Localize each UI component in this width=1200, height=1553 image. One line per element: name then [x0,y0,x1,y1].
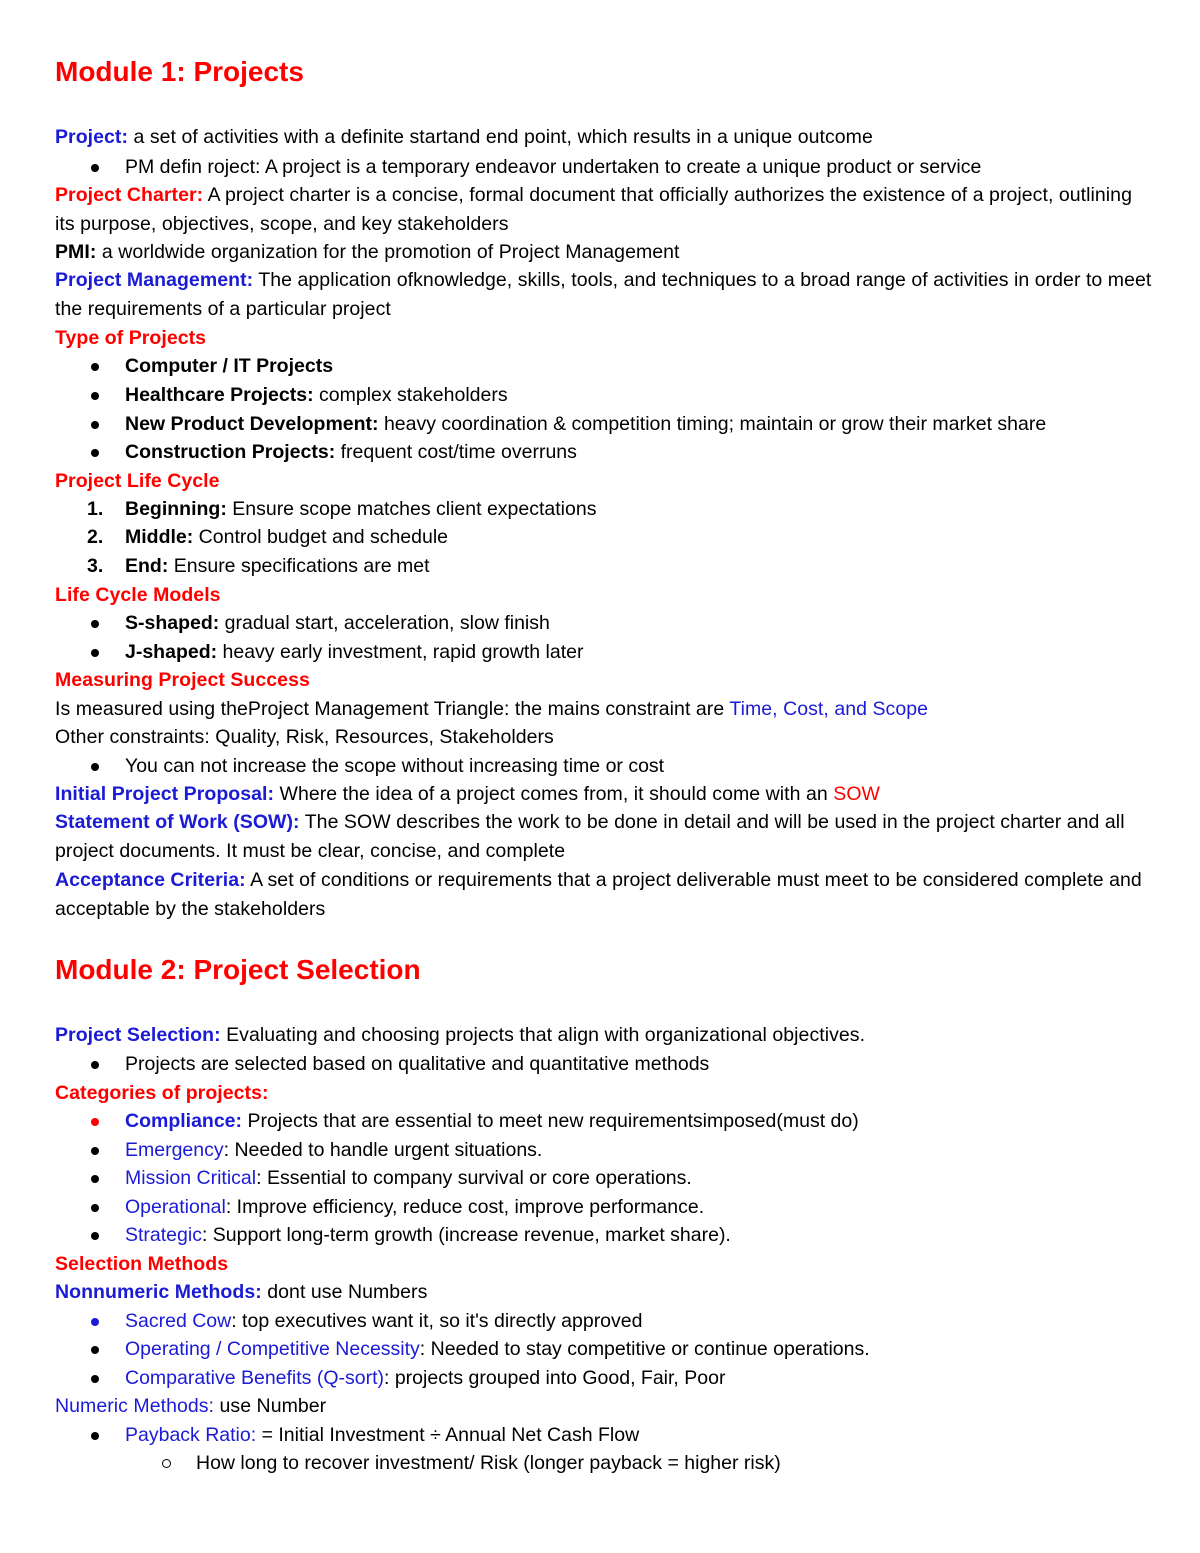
selection-def: Evaluating and choosing projects that align with organizational objectives. [220,1024,866,1046]
list-item [125,153,981,182]
bullet-icon [91,1318,99,1326]
list-item [125,1164,692,1193]
numeric-def: use Number [214,1395,327,1417]
list-item-term: J-shaped: [125,641,218,663]
charter-definition [55,181,1155,239]
list-item-text: : Needed to stay competitive or continue operations. [419,1338,870,1360]
success-highlight: Time, Cost, and Scope [729,698,929,720]
bullet-icon [91,1147,99,1155]
list-item-term: S-shaped: [125,612,220,634]
list-item-text: Projects are selected based on qualitative and quantitative methods [125,1053,710,1075]
success-line [55,695,928,724]
list-item-term: Beginning: [125,498,227,520]
list-item-term: Operational [125,1196,226,1218]
list-item-text: How long to recover investment/ Risk (longer payback = higher risk) [196,1452,781,1474]
types-heading: Type of Projects [55,327,207,349]
list-item [87,552,430,581]
list-number: 3. [87,555,104,577]
selection-term: Project Selection: [55,1024,221,1046]
bullet-icon [91,449,99,457]
lifecycle-heading: Project Life Cycle [55,470,220,492]
bullet-icon [91,1432,99,1440]
numeric-term: Numeric Methods: [55,1395,215,1417]
list-item-term: Operating / Competitive Necessity [125,1338,420,1360]
list-item-text: You can not increase the scope without increasing time or cost [125,755,665,777]
module2-title: Module 2: Project Selection [55,954,421,985]
list-item [125,1307,642,1336]
list-item-text: Ensure specifications are met [168,555,430,577]
list-number: 2. [87,526,104,548]
pmi-def: a worldwide organization for the promotion of Project Management [96,241,680,263]
module1-title: Module 1: Projects [55,56,304,87]
bullet-icon [91,363,99,371]
list-number: 1. [87,498,104,520]
list-item-term: Construction Projects: [125,441,336,463]
categories-heading: Categories of projects: [55,1082,269,1104]
list-item-text: heavy coordination & competition timing; maintain or grow their market share [378,413,1047,435]
pm-def: The application ofknowledge, skills, tools, and techniques to a broad range of activities in order to meet the requirements of a particular project [55,269,1152,320]
project-term: Project: [55,126,129,148]
nonnumeric-def: dont use Numbers [261,1281,428,1303]
circle-bullet-icon [162,1459,171,1468]
bullet-icon [91,1204,99,1212]
list-item-term: Computer / IT Projects [125,355,334,377]
bullet-icon [91,1346,99,1354]
bullet-icon [91,1375,99,1383]
bullet-icon [91,164,99,172]
list-item [87,495,597,524]
methods-heading: Selection Methods [55,1253,229,1275]
sow-definition [55,808,1155,866]
list-item-text: : Improve efficiency, reduce cost, improve performance. [225,1196,705,1218]
nonnumeric-definition [55,1278,427,1307]
acceptance-def: A set of conditions or requirements that a project deliverable must meet to be considered complete and acceptable by the stakeholders [55,869,1142,920]
list-item [125,1136,542,1165]
list-item-term: Middle: [125,526,194,548]
list-item-text: = Initial Investment ÷ Annual Net Cash Flow [256,1424,640,1446]
models-heading: Life Cycle Models [55,584,221,606]
list-item [125,352,333,381]
list-item-text: gradual start, acceleration, slow finish [219,612,550,634]
list-item-text: : Essential to company survival or core operations. [256,1167,692,1189]
list-item-text: : projects grouped into Good, Fair, Poor [384,1367,726,1389]
bullet-icon [91,1175,99,1183]
list-item-text: : Needed to handle urgent situations. [223,1139,543,1161]
list-item-text: complex stakeholders [313,384,508,406]
list-item [87,523,449,552]
list-item-text: : Support long-term growth (increase revenue, market share). [201,1224,731,1246]
list-item [125,1364,725,1393]
bullet-icon [91,620,99,628]
list-item-text: PM defin roject: A project is a temporary endeavor undertaken to create a unique product or service [125,156,982,178]
list-item [125,381,508,410]
list-item [125,438,577,467]
selection-definition [55,1021,865,1050]
proposal-definition [55,780,880,809]
project-def: a set of activities with a definite startand end point, which results in a unique outcome [128,126,873,148]
bullet-icon [91,1232,99,1240]
list-item [125,410,1046,439]
list-item [125,1050,709,1079]
list-item-text: heavy early investment, rapid growth later [217,641,584,663]
numeric-definition [55,1392,326,1421]
list-item [125,1107,859,1136]
charter-term: Project Charter: [55,184,204,206]
list-item-text: Control budget and schedule [193,526,449,548]
list-item [125,1221,731,1250]
list-item-term: Strategic [125,1224,202,1246]
list-item-text: Projects that are essential to meet new requirementsimposed(must do) [242,1110,859,1132]
bullet-icon [91,1118,99,1126]
list-item-term: Comparative Benefits (Q-sort) [125,1367,384,1389]
pm-definition [55,266,1155,324]
pm-term: Project Management: [55,269,254,291]
proposal-def: Where the idea of a project comes from, it should come with an [274,783,834,805]
pmi-term: PMI: [55,241,97,263]
acceptance-definition [55,866,1155,924]
sub-list-item [196,1449,781,1478]
pmi-definition [55,238,680,267]
list-item-term: Payback Ratio: [125,1424,257,1446]
sow-term: Statement of Work (SOW): [55,811,300,833]
list-item-term: Sacred Cow [125,1310,232,1332]
bullet-icon [91,421,99,429]
list-item [125,752,664,781]
bullet-icon [91,649,99,657]
charter-def: A project charter is a concise, formal document that officially authorizes the existence of a project, outlining its purpose, objectives, scope, and key stakeholders [55,184,1132,235]
bullet-icon [91,763,99,771]
sow-def: The SOW describes the work to be done in detail and will be used in the project charter and all project documents. It must be clear, concise, and complete [55,811,1125,862]
project-definition [55,123,873,152]
list-item [125,609,550,638]
list-item-text: frequent cost/time overruns [335,441,577,463]
list-item-term: Emergency [125,1139,224,1161]
bullet-icon [91,392,99,400]
list-item-text: : top executives want it, so it's directly approved [231,1310,643,1332]
list-item [125,1193,704,1222]
proposal-sow: SOW [833,783,880,805]
list-item-term: New Product Development: [125,413,379,435]
nonnumeric-term: Nonnumeric Methods: [55,1281,262,1303]
proposal-term: Initial Project Proposal: [55,783,275,805]
list-item-term: Mission Critical [125,1167,257,1189]
success-heading: Measuring Project Success [55,669,310,691]
bullet-icon [91,1061,99,1069]
list-item [125,1335,870,1364]
success-text: Is measured using theProject Management Triangle: the mains constraint are [55,698,730,720]
list-item-term: Healthcare Projects: [125,384,314,406]
acceptance-term: Acceptance Criteria: [55,869,246,891]
list-item [125,638,583,667]
constraints-line: Other constraints: Quality, Risk, Resources, Stakeholders [55,726,554,748]
list-item-term: End: [125,555,169,577]
list-item-term: Compliance: [125,1110,243,1132]
list-item-text: Ensure scope matches client expectations [226,498,597,520]
list-item [125,1421,639,1450]
